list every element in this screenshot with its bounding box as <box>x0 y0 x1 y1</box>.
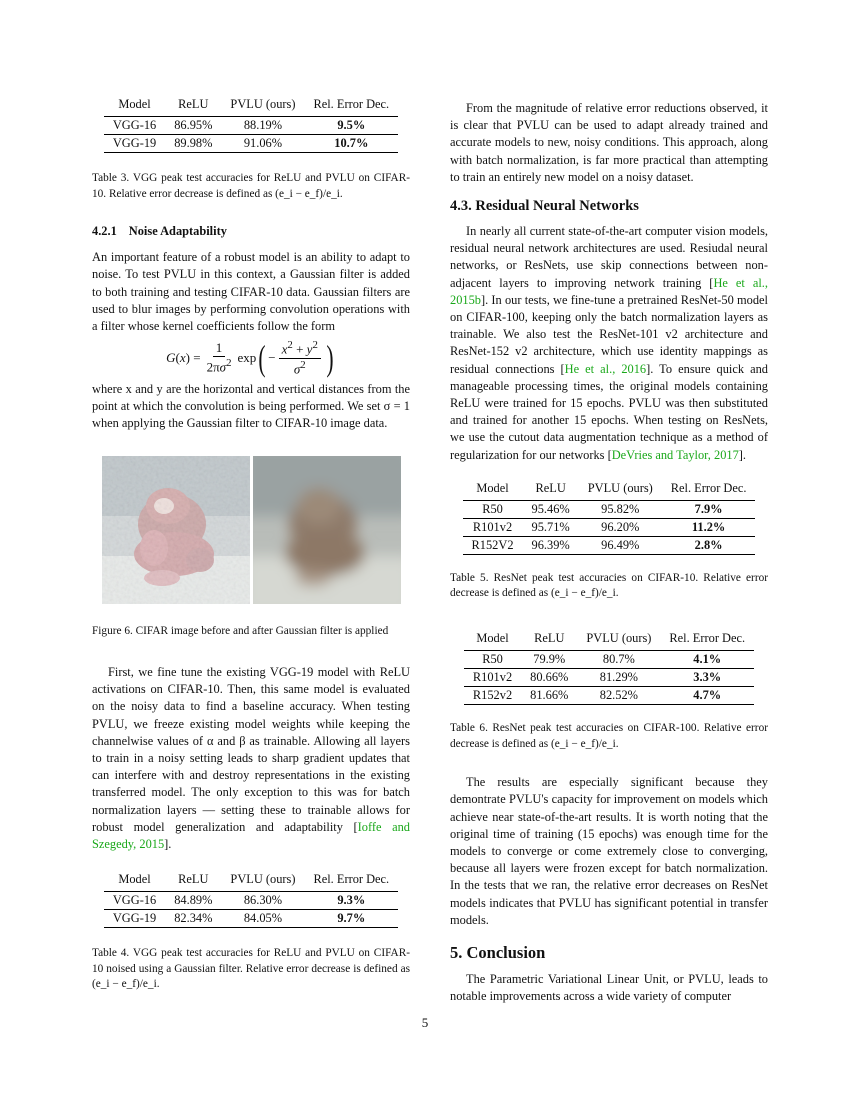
table-header-cell: Rel. Error Dec. <box>660 628 754 651</box>
table-cell: 9.3% <box>304 892 398 910</box>
table-header-cell: Model <box>104 94 165 117</box>
citation-authors: He et al. <box>713 275 765 290</box>
table-cell: 96.20% <box>579 518 662 536</box>
table-header-cell: ReLU <box>165 869 221 892</box>
table-cell: VGG-16 <box>104 117 165 135</box>
subsection-heading <box>92 224 410 239</box>
table-row <box>104 135 398 153</box>
table-cell: 95.71% <box>523 518 579 536</box>
page-number: 5 <box>421 1015 429 1030</box>
table-3 <box>104 94 398 153</box>
table-header-cell: Model <box>463 478 523 501</box>
table-cell: 4.1% <box>660 651 754 669</box>
table-header-cell: PVLU (ours) <box>577 628 660 651</box>
table-row <box>104 910 398 928</box>
table-cell: 84.89% <box>165 892 221 910</box>
table-header-row <box>104 869 398 892</box>
table-row <box>104 892 398 910</box>
table-header-cell: Model <box>464 628 521 651</box>
noise-paragraph-2: where x and y are the horizontal and vertical distances from the point at which the convolution is being performed. We set σ = 1 when applying the Gaussian filter to CIFAR-10 image data. <box>92 381 410 431</box>
table-cell: 9.5% <box>304 117 398 135</box>
table-6 <box>464 628 754 705</box>
table-cell: R152V2 <box>463 536 523 554</box>
citation-year: 2015b <box>450 292 481 307</box>
vgg19-paragraph-text: First, we fine tune the existing VGG-19 model with ReLU activations on CIFAR-10. Then, this same model is evaluated on the noisy data to find a baseline accuracy. When testing PVLU, we freeze existing model weights while keeping the channelwise values of α and β as trainable. Allowing all layers to train in a noisy setting leads to sharp gradient updates that can interfere with and destroy representations in the existing transferred model. The only exception to this was for batch normalization layers — setting these to trainable allows for robust model generalization and adaptability <box>92 665 410 834</box>
table-cell: 82.34% <box>165 910 221 928</box>
table-cell: 7.9% <box>662 500 756 518</box>
table-3-caption: Table 3. VGG peak test accuracies for ReLU and PVLU on CIFAR-10. Relative error decrease is defined as (e_i − e_f)/e_i. <box>92 172 410 200</box>
table-cell: 4.7% <box>660 687 754 705</box>
intro-paragraph: From the magnitude of relative error reductions observed, it is clear that PVLU can be used to adapt already trained and accurate models to new, noisy conditions. This approach, along with batch normalization, is far more practical than attempting to train an entirely new model on a noisy dataset. <box>450 101 768 184</box>
table-5 <box>463 478 756 555</box>
table-cell: 95.46% <box>523 500 579 518</box>
table-cell: 95.82% <box>579 500 662 518</box>
resnet-text-a: In nearly all current state-of-the-art computer vision models, residual neural network architectures are used. Resiudal neural networks, or ResNets, use skip connections between non-adjacent layers to improving network training [ <box>450 224 768 290</box>
table-cell: 81.66% <box>521 687 577 705</box>
table-cell: 89.98% <box>165 135 221 153</box>
right-column <box>450 100 768 1005</box>
cifar-original-image <box>102 456 250 604</box>
table-row <box>464 669 754 687</box>
table-header-cell: ReLU <box>523 478 579 501</box>
table-cell: R50 <box>463 500 523 518</box>
table-cell: 82.52% <box>577 687 660 705</box>
table-cell: R101v2 <box>463 518 523 536</box>
table-header-cell: PVLU (ours) <box>579 478 662 501</box>
table-cell: 80.66% <box>521 669 577 687</box>
table-cell: VGG-16 <box>104 892 165 910</box>
citation-authors: DeVries and Taylor <box>611 447 708 462</box>
table-row <box>464 651 754 669</box>
table-cell: 84.05% <box>221 910 304 928</box>
cifar-blurred-image <box>253 456 401 604</box>
table-cell: 81.29% <box>577 669 660 687</box>
left-column <box>92 94 410 993</box>
table-header-cell: ReLU <box>165 94 221 117</box>
results-paragraph: The results are especially significant because they demontrate PVLU's capacity for improvement on models which achieve near state-of-the-art results. It is worth noting that the original time of training (15 epochs) was enough time for the models to converge or come extremely close to converging, because all layers were frozen except for batch normalization. In the tests that we ran, the relative error decreases on ResNet models indicates that PVLU has significant potential in transfer models. <box>450 775 768 927</box>
citation-year: 2017 <box>714 447 739 462</box>
citation-link[interactable]: DeVries and Taylor, 2017 <box>611 447 739 462</box>
gaussian-equation: G ( x ) = $\frac{1}{2\pi\sigma^2}$ exp ( − $\frac{x^2 + y^2}{\sigma^2}$ ) <box>166 338 334 379</box>
citation-authors: Ioffe and Szegedy <box>92 819 410 852</box>
table-cell: 86.95% <box>165 117 221 135</box>
citation-link[interactable]: He et al., 2015b <box>450 275 768 307</box>
table-header-cell: Rel. Error Dec. <box>662 478 756 501</box>
citation-year: 2016 <box>621 361 647 376</box>
conclusion-heading: 5. Conclusion <box>450 943 546 963</box>
table-4-caption: Table 4. VGG peak test accuracies for ReLU and PVLU on CIFAR-10 noised using a Gaussian filter. Relative error decrease is defined as (e_i − e_f)/e_i. <box>92 947 410 991</box>
vgg19-paragraph: First, we fine tune the existing VGG-19 model with ReLU activations on CIFAR-10. Then, this same model is evaluated on the noisy data to find a baseline accuracy. When testing PVLU, we freeze existing model weights while keeping the channelwise values of α and β as trainable. Allowing all layers to train in a noisy setting leads to sharp gradient updates that can interfere with and destroy representations in the existing transferred model. The only exception to this was for batch normalization layers — setting these to trainable allows for robust model generalization and adaptability [Ioffe and Szegedy, 2015]. <box>92 665 410 852</box>
table-cell: 79.9% <box>521 651 577 669</box>
table-header-cell: ReLU <box>521 628 577 651</box>
table-cell: 88.19% <box>221 117 304 135</box>
table-header-row <box>104 94 398 117</box>
table-row <box>463 500 756 518</box>
table-cell: R50 <box>464 651 521 669</box>
citation-link[interactable]: He et al., 2016 <box>564 361 647 376</box>
resnet-text-b: ]. In our tests, we fine-tune a pretrained ResNet-50 model on CIFAR-100, keeping only the batch normalization layers as trainable. We also test the ResNet-101 v2 architecture and ResNet-152 v2 architecture, which use identity mappings as residual connections [ <box>450 292 768 376</box>
table-row <box>104 117 398 135</box>
table-cell: 9.7% <box>304 910 398 928</box>
table-header-cell: Model <box>104 869 165 892</box>
citation-authors: He et al. <box>564 361 613 376</box>
table-row <box>463 518 756 536</box>
table-cell: 11.2% <box>662 518 756 536</box>
table-row <box>464 687 754 705</box>
table-header-cell: Rel. Error Dec. <box>304 94 398 117</box>
table-header-cell: PVLU (ours) <box>221 869 304 892</box>
table-header-cell: Rel. Error Dec. <box>304 869 398 892</box>
table-header-row <box>463 478 756 501</box>
figure-6 <box>92 456 410 604</box>
table-cell: 2.8% <box>662 536 756 554</box>
resnet-text-c: ]. To ensure quick and manageable processing times, the original models containing ReLU were trained for 15 epochs. PVLU was then substituted and trained for another 15 epochs. When testing on ResNets, we use the cutout data augmentation technique as a method of regularization for our networks [ <box>450 361 768 462</box>
resnet-paragraph <box>450 223 768 464</box>
table-cell: R152v2 <box>464 687 521 705</box>
figure-6-caption: Figure 6. CIFAR image before and after Gaussian filter is applied <box>92 625 389 638</box>
resnet-text-d: ]. <box>738 447 747 462</box>
table-row <box>463 536 756 554</box>
table-header-cell: PVLU (ours) <box>221 94 304 117</box>
table-cell: 10.7% <box>304 135 398 153</box>
table-cell: 91.06% <box>221 135 304 153</box>
table-cell: 96.49% <box>579 536 662 554</box>
table-cell: 96.39% <box>523 536 579 554</box>
table-header-row <box>464 628 754 651</box>
section-heading: 4.3. Residual Neural Networks <box>450 198 639 215</box>
table-4 <box>104 869 398 928</box>
citation-link[interactable]: Ioffe and Szegedy, 2015 <box>92 819 410 852</box>
table-cell: 86.30% <box>221 892 304 910</box>
table-cell: 80.7% <box>577 651 660 669</box>
table-cell: 3.3% <box>660 669 754 687</box>
table-cell: R101v2 <box>464 669 521 687</box>
citation-year: 2015 <box>139 837 165 852</box>
conclusion-paragraph: The Parametric Variational Linear Unit, or PVLU, leads to notable improvements across a wide variety of computer <box>450 972 768 1004</box>
table-6-caption: Table 6. ResNet peak test accuracies on CIFAR-100. Relative error decrease is defined as (e_i − e_f)/e_i. <box>450 722 768 750</box>
subsection-title: Noise Adaptability <box>128 224 227 239</box>
table-5-caption: Table 5. ResNet peak test accuracies on CIFAR-10. Relative error decrease is defined as (e_i − e_f)/e_i. <box>450 571 768 600</box>
noise-paragraph: An important feature of a robust model is an ability to adapt to noise. To test PVLU in this context, a Gaussian filter is added to both training and testing CIFAR-10 data. Gaussian filters are used to blur images by performing convolution operations with a filter whose kernel coefficients follow the form <box>92 250 410 333</box>
table-cell: VGG-19 <box>104 910 165 928</box>
table-cell: VGG-19 <box>104 135 165 153</box>
subsection-number: 4.2.1 <box>92 224 117 239</box>
